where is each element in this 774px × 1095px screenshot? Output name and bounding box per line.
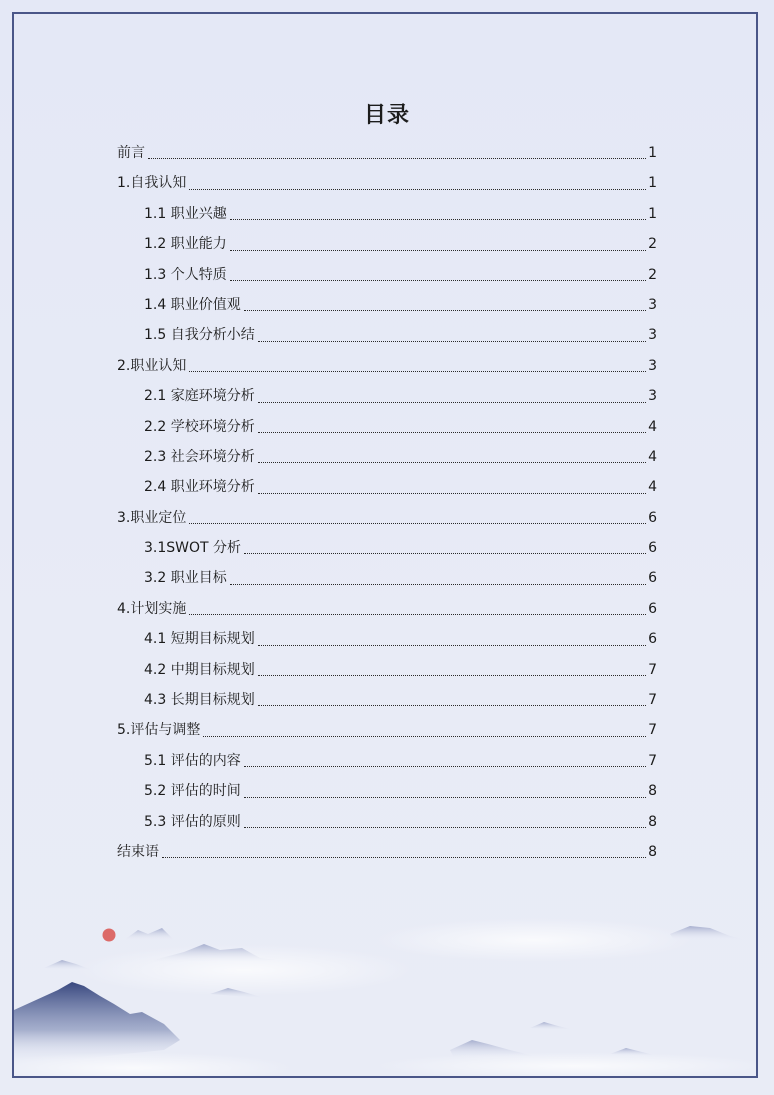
toc-entry[interactable] — [117, 503, 657, 533]
toc-entry-label: 3.职业定位 — [117, 509, 187, 526]
toc-entry-label: 1.2 职业能力 — [144, 236, 227, 253]
toc-entry-label: 1.5 自我分析小结 — [144, 327, 255, 344]
toc-entry[interactable] — [117, 138, 657, 168]
toc-entry[interactable] — [117, 685, 657, 715]
toc-dot-leader — [244, 552, 646, 554]
toc-entry-page-number: 6 — [648, 570, 657, 587]
toc-entry[interactable] — [117, 624, 657, 654]
toc-dot-leader — [244, 796, 646, 798]
toc-entry[interactable] — [117, 199, 657, 229]
toc-entry-page-number: 3 — [648, 296, 657, 313]
toc-entry-label: 5.评估与调整 — [117, 722, 201, 739]
toc-dot-leader — [230, 583, 646, 585]
toc-entry[interactable] — [117, 229, 657, 259]
toc-entry-page-number: 6 — [648, 540, 657, 557]
toc-dot-leader — [258, 340, 646, 342]
toc-entry-page-number: 6 — [648, 600, 657, 617]
toc-entry-page-number: 3 — [648, 388, 657, 405]
toc-entry-label: 2.1 家庭环境分析 — [144, 388, 255, 405]
toc-entry-label: 2.职业认知 — [117, 357, 187, 374]
toc-entry-page-number: 2 — [648, 236, 657, 253]
toc-dot-leader — [258, 431, 646, 433]
toc-entry-label: 5.3 评估的原则 — [144, 813, 241, 830]
toc-dot-leader — [148, 157, 646, 159]
toc-entry-page-number: 8 — [648, 783, 657, 800]
toc-entry-page-number: 7 — [648, 752, 657, 769]
toc-dot-leader — [244, 826, 646, 828]
toc-dot-leader — [203, 735, 646, 737]
toc-entry-label: 5.1 评估的内容 — [144, 752, 241, 769]
toc-entry[interactable] — [117, 412, 657, 442]
toc-entry-label: 4.3 长期目标规划 — [144, 692, 255, 709]
toc-entry-label: 4.1 短期目标规划 — [144, 631, 255, 648]
toc-dot-leader — [189, 188, 646, 190]
toc-entry[interactable] — [117, 533, 657, 563]
toc-entry[interactable] — [117, 746, 657, 776]
toc-entry-page-number: 1 — [648, 175, 657, 192]
toc-entry-page-number: 2 — [648, 266, 657, 283]
toc-entry-page-number: 1 — [648, 205, 657, 222]
toc-entry[interactable] — [117, 290, 657, 320]
toc-entry-label: 2.2 学校环境分析 — [144, 418, 255, 435]
toc-entry-label: 4.计划实施 — [117, 600, 187, 617]
toc-entry[interactable] — [117, 776, 657, 806]
toc-entry[interactable] — [117, 442, 657, 472]
toc-entry-page-number: 3 — [648, 357, 657, 374]
toc-entry[interactable] — [117, 837, 657, 867]
toc-entry-page-number: 4 — [648, 448, 657, 465]
toc-entry-label: 1.3 个人特质 — [144, 266, 227, 283]
toc-dot-leader — [258, 401, 646, 403]
toc-dot-leader — [189, 613, 646, 615]
toc-entry-page-number: 1 — [648, 144, 657, 161]
toc-title: 目录 — [363, 103, 410, 128]
toc-entry-page-number: 4 — [648, 479, 657, 496]
toc-entry-label: 1.1 职业兴趣 — [144, 205, 227, 222]
toc-dot-leader — [189, 370, 646, 372]
red-sun — [101, 927, 117, 943]
toc-dot-leader — [244, 309, 646, 311]
toc-dot-leader — [258, 674, 646, 676]
toc-entry-page-number: 8 — [648, 843, 657, 860]
toc-dot-leader — [258, 492, 646, 494]
toc-entry[interactable] — [117, 168, 657, 198]
toc-entry-page-number: 8 — [648, 813, 657, 830]
toc-dot-leader — [189, 522, 646, 524]
toc-entry-label: 1.自我认知 — [117, 175, 187, 192]
toc-entry[interactable] — [117, 807, 657, 837]
toc-entry-label: 3.1SWOT 分析 — [144, 540, 242, 557]
toc-dot-leader — [162, 856, 646, 858]
toc-entry-page-number: 7 — [648, 722, 657, 739]
toc-entry-label: 结束语 — [117, 843, 159, 860]
toc-entry-label: 2.4 职业环境分析 — [144, 479, 255, 496]
ink-mountain-landscape — [14, 900, 756, 1076]
toc-entry[interactable] — [117, 563, 657, 593]
table-of-contents — [117, 138, 657, 867]
toc-entry-label: 前言 — [117, 144, 145, 161]
toc-entry-page-number: 3 — [648, 327, 657, 344]
toc-entry-label: 3.2 职业目标 — [144, 570, 227, 587]
toc-entry-page-number: 7 — [648, 692, 657, 709]
toc-entry-label: 4.2 中期目标规划 — [144, 661, 255, 678]
toc-entry-label: 2.3 社会环境分析 — [144, 448, 255, 465]
toc-entry-label: 5.2 评估的时间 — [144, 783, 241, 800]
toc-entry-page-number: 6 — [648, 631, 657, 648]
toc-entry[interactable] — [117, 472, 657, 502]
toc-entry-page-number: 6 — [648, 509, 657, 526]
toc-entry[interactable] — [117, 260, 657, 290]
toc-dot-leader — [258, 704, 646, 706]
toc-entry-label: 1.4 职业价值观 — [144, 296, 241, 313]
toc-dot-leader — [230, 249, 646, 251]
toc-dot-leader — [230, 279, 646, 281]
toc-entry-page-number: 7 — [648, 661, 657, 678]
toc-entry[interactable] — [117, 594, 657, 624]
toc-dot-leader — [258, 644, 646, 646]
toc-dot-leader — [230, 218, 646, 220]
toc-entry[interactable] — [117, 655, 657, 685]
toc-entry[interactable] — [117, 320, 657, 350]
toc-dot-leader — [244, 765, 646, 767]
toc-entry[interactable] — [117, 351, 657, 381]
toc-entry[interactable] — [117, 715, 657, 745]
toc-dot-leader — [258, 461, 646, 463]
toc-entry[interactable] — [117, 381, 657, 411]
toc-entry-page-number: 4 — [648, 418, 657, 435]
